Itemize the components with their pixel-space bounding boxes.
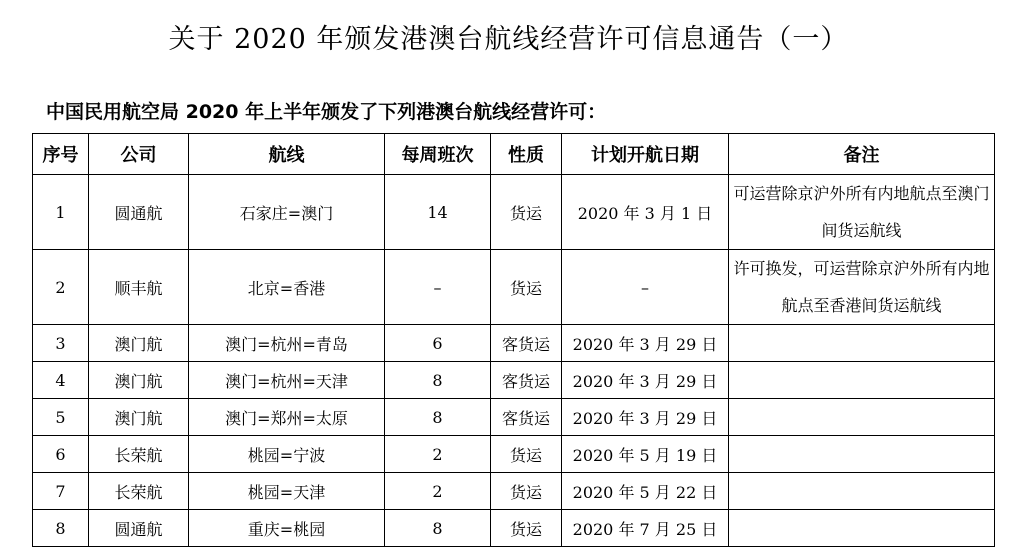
header-note: 备注 <box>729 134 995 175</box>
table-row <box>33 250 995 325</box>
table-row <box>33 325 995 362</box>
cell-type: 货运 <box>491 510 562 547</box>
cell-date: 2020 年 3 月 1 日 <box>562 175 729 250</box>
cell-route: 澳门=杭州=天津 <box>189 362 385 399</box>
table-row <box>33 510 995 547</box>
cell-note <box>729 325 995 362</box>
cell-no: 7 <box>33 473 89 510</box>
table-row <box>33 399 995 436</box>
cell-route: 澳门=郑州=太原 <box>189 399 385 436</box>
cell-no: 4 <box>33 362 89 399</box>
cell-weekly: 6 <box>385 325 491 362</box>
cell-no: 3 <box>33 325 89 362</box>
cell-type: 货运 <box>491 473 562 510</box>
cell-date: 2020 年 5 月 19 日 <box>562 436 729 473</box>
cell-date: 2020 年 7 月 25 日 <box>562 510 729 547</box>
cell-company: 澳门航 <box>89 399 189 436</box>
cell-note: 许可换发，可运营除京沪外所有内地航点至香港间货运航线 <box>729 250 995 325</box>
intro-text: 中国民用航空局 2020 年上半年颁发了下列港澳台航线经营许可： <box>46 101 607 123</box>
cell-route: 北京=香港 <box>189 250 385 325</box>
cell-note <box>729 436 995 473</box>
cell-note: 可运营除京沪外所有内地航点至澳门间货运航线 <box>729 175 995 250</box>
cell-company: 澳门航 <box>89 362 189 399</box>
header-no: 序号 <box>33 134 89 175</box>
cell-route: 石家庄=澳门 <box>189 175 385 250</box>
cell-date: 2020 年 3 月 29 日 <box>562 325 729 362</box>
cell-date: 2020 年 3 月 29 日 <box>562 399 729 436</box>
header-company: 公司 <box>89 134 189 175</box>
cell-weekly: 8 <box>385 399 491 436</box>
cell-weekly: – <box>385 250 491 325</box>
table-row <box>33 175 995 250</box>
cell-company: 长荣航 <box>89 436 189 473</box>
header-date: 计划开航日期 <box>562 134 729 175</box>
cell-date: 2020 年 5 月 22 日 <box>562 473 729 510</box>
cell-date: – <box>562 250 729 325</box>
cell-company: 澳门航 <box>89 325 189 362</box>
cell-route: 重庆=桃园 <box>189 510 385 547</box>
cell-no: 8 <box>33 510 89 547</box>
table-row <box>33 473 995 510</box>
cell-route: 桃园=宁波 <box>189 436 385 473</box>
cell-company: 圆通航 <box>89 175 189 250</box>
table-row <box>33 362 995 399</box>
header-type: 性质 <box>491 134 562 175</box>
cell-route: 澳门=杭州=青岛 <box>189 325 385 362</box>
cell-type: 货运 <box>491 175 562 250</box>
table-row <box>33 436 995 473</box>
cell-weekly: 14 <box>385 175 491 250</box>
header-route: 航线 <box>189 134 385 175</box>
cell-date: 2020 年 3 月 29 日 <box>562 362 729 399</box>
header-weekly: 每周班次 <box>385 134 491 175</box>
cell-note <box>729 473 995 510</box>
cell-type: 客货运 <box>491 399 562 436</box>
table-header-row <box>33 134 995 175</box>
cell-note <box>729 399 995 436</box>
cell-no: 2 <box>33 250 89 325</box>
cell-company: 长荣航 <box>89 473 189 510</box>
cell-route: 桃园=天津 <box>189 473 385 510</box>
cell-type: 货运 <box>491 250 562 325</box>
cell-no: 6 <box>33 436 89 473</box>
cell-weekly: 8 <box>385 362 491 399</box>
cell-no: 5 <box>33 399 89 436</box>
cell-weekly: 2 <box>385 473 491 510</box>
cell-weekly: 8 <box>385 510 491 547</box>
cell-company: 顺丰航 <box>89 250 189 325</box>
cell-type: 客货运 <box>491 362 562 399</box>
cell-type: 客货运 <box>491 325 562 362</box>
cell-weekly: 2 <box>385 436 491 473</box>
cell-company: 圆通航 <box>89 510 189 547</box>
cell-note <box>729 362 995 399</box>
permits-table <box>32 133 995 547</box>
cell-no: 1 <box>33 175 89 250</box>
document-title: 关于 2020 年颁发港澳台航线经营许可信息通告（一） <box>168 24 849 55</box>
cell-type: 货运 <box>491 436 562 473</box>
cell-note <box>729 510 995 547</box>
